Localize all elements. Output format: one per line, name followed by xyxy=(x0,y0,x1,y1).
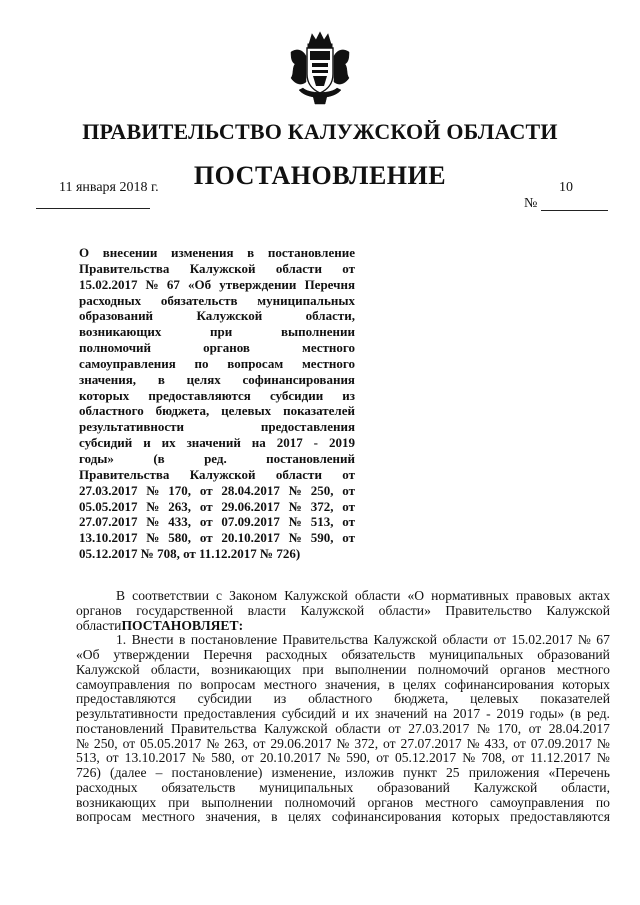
body-word: от xyxy=(528,720,542,736)
subject-word: области, xyxy=(305,308,355,324)
body-word: 263, xyxy=(224,735,248,751)
subject-word: от xyxy=(199,514,213,530)
body-word: приложения xyxy=(468,765,540,780)
body-word: от xyxy=(493,632,506,648)
body-word: (далее xyxy=(110,765,147,780)
subject-word: на xyxy=(251,435,266,451)
subject-line xyxy=(79,530,355,546)
body-word: из xyxy=(273,691,287,707)
subject-word: 2019 xyxy=(328,435,355,451)
subject-word: и xyxy=(143,435,151,451)
body-word: Правительства xyxy=(171,720,257,736)
subject-word: (в xyxy=(153,450,165,466)
subject-word: 28.04.2017 xyxy=(221,482,280,498)
subject-word: 2017 xyxy=(276,435,303,451)
subject-word: органов xyxy=(203,340,250,356)
body-word: 05.05.2017 xyxy=(140,735,202,751)
body-word: постановление) xyxy=(171,765,263,780)
body-word: по xyxy=(595,794,610,810)
body-word: ПОСТАНОВЛЯЕТ: xyxy=(121,617,244,633)
subject-word: ред. xyxy=(204,450,227,466)
body-word: обязательств xyxy=(341,647,416,662)
body-word: целевых xyxy=(470,691,519,707)
body-word: «Перечень xyxy=(548,765,610,780)
emblem-icon xyxy=(287,30,353,106)
body-word: Калужской xyxy=(76,661,140,677)
subject-word: 580, xyxy=(168,530,192,546)
subject-word: Правительства xyxy=(79,260,170,276)
body-word: 2017 xyxy=(452,706,481,721)
body-word: от xyxy=(241,750,254,766)
subject-word: № xyxy=(288,498,302,514)
subject-word: Правительства xyxy=(79,466,170,482)
body-word: № xyxy=(462,750,476,766)
subject-word: от xyxy=(342,530,355,546)
body-word: Перечня xyxy=(203,647,253,662)
subject-word: самоуправления xyxy=(79,355,176,371)
subject-word: Калужской xyxy=(196,308,263,324)
subject-word: 15.02.2017 xyxy=(79,276,138,292)
body-word: области, xyxy=(561,779,610,795)
subject-word: софинансирования xyxy=(242,371,355,387)
subject-word: 07.09.2017 xyxy=(221,514,280,530)
subject-word: 590, xyxy=(310,530,334,546)
body-word: Калужской xyxy=(373,632,438,648)
body-word: постановление xyxy=(190,632,278,648)
subject-word: расходных xyxy=(79,292,142,308)
subject-word: О xyxy=(79,245,90,260)
subject-word: их xyxy=(161,435,176,451)
body-line xyxy=(76,766,610,781)
subject-word: годы» xyxy=(79,450,114,466)
body-word: от xyxy=(252,735,266,751)
body-word: софинансирования xyxy=(331,809,442,825)
body-word: в xyxy=(388,676,395,692)
body-word: субсидий xyxy=(281,706,336,721)
subject-word: выполнении xyxy=(280,324,355,340)
body-word: в xyxy=(178,632,186,648)
body-word: области» xyxy=(378,602,431,618)
subject-word: в xyxy=(247,245,255,260)
subject-word: от xyxy=(342,482,355,498)
subject-word: вопросам xyxy=(227,355,284,371)
body-word: Калужской xyxy=(284,588,348,603)
subject-word: № xyxy=(288,530,302,546)
body-word: Внести xyxy=(131,632,174,648)
body-word: № xyxy=(466,735,480,751)
body-word: от xyxy=(511,750,524,766)
body-word: целях xyxy=(403,676,437,692)
body-word: от xyxy=(376,750,389,766)
body-word: актах xyxy=(578,588,610,603)
document-number: 10 xyxy=(559,180,573,195)
body-word: Калужской xyxy=(264,720,328,736)
body-word: предоставляются xyxy=(510,809,610,825)
subject-word: от xyxy=(199,530,213,546)
body-word: 580, xyxy=(211,750,235,766)
body-word: субсидии xyxy=(197,691,252,707)
body-word: софинансирования xyxy=(444,676,554,692)
body-word: № xyxy=(476,720,490,736)
subject-word: 250, xyxy=(310,482,334,498)
body-line xyxy=(76,722,610,737)
subject-word: 170, xyxy=(168,482,192,498)
body-word: органов xyxy=(367,794,414,810)
body-word: 590, xyxy=(346,750,371,766)
subject-word: из xyxy=(342,387,355,403)
body-word: Законом xyxy=(229,588,278,603)
subject-word: № xyxy=(288,482,302,498)
subject-word: № xyxy=(288,514,302,530)
body-word: бюджета, xyxy=(394,691,449,707)
body-word: № xyxy=(577,632,591,648)
body-word: нормативных xyxy=(431,588,509,603)
body-word: № xyxy=(596,735,610,751)
body-word: с xyxy=(216,588,223,603)
body-word: значения, xyxy=(205,809,261,825)
subject-word: постановление xyxy=(267,245,355,260)
body-word: выполнении xyxy=(201,794,273,810)
body-word: от xyxy=(383,735,396,751)
body-word: - xyxy=(486,706,491,721)
body-word: муниципальных xyxy=(259,779,354,795)
body-word: ред. xyxy=(586,706,610,721)
subject-line xyxy=(79,340,355,356)
subject-line xyxy=(79,261,355,277)
body-word: государственной xyxy=(136,602,234,618)
body-word: 11.12.2017 xyxy=(530,750,591,766)
body-word: области, xyxy=(150,661,200,677)
body-word: 27.07.2017 xyxy=(400,735,462,751)
body-word: местного xyxy=(263,676,317,692)
body-word: полномочий xyxy=(417,661,489,677)
subject-word: 20.10.2017 xyxy=(221,530,280,546)
subject-word: от xyxy=(342,260,355,276)
subject-word: от xyxy=(342,498,355,514)
body-word: изложив xyxy=(345,765,394,780)
body-word: расходных xyxy=(76,779,138,795)
body-line xyxy=(76,796,610,811)
subject-word: 27.07.2017 xyxy=(79,514,138,530)
body-word: области xyxy=(335,720,381,736)
subject-word: «Об xyxy=(188,276,212,292)
subject-word: от xyxy=(199,498,213,514)
subject-word: № xyxy=(146,498,160,514)
body-word: «Об xyxy=(76,647,100,662)
subject-word: муниципальных xyxy=(257,292,355,308)
subject-word: внесении xyxy=(102,245,158,260)
body-word: вопросам xyxy=(200,676,256,692)
subject-word: 513, xyxy=(310,514,334,530)
body-word: органов xyxy=(76,602,122,618)
body-word: образований xyxy=(537,647,610,662)
body-line xyxy=(76,737,610,752)
subject-line xyxy=(79,435,355,451)
subject-line xyxy=(79,308,355,324)
subject-line xyxy=(79,388,355,404)
body-word: показателей xyxy=(540,691,610,707)
body-line xyxy=(76,619,610,634)
government-title: ПРАВИТЕЛЬСТВО КАЛУЖСКОЙ ОБЛАСТИ xyxy=(82,119,558,144)
number-underline xyxy=(541,210,608,211)
subject-word: Калужской xyxy=(189,260,256,276)
subject-word: 433, xyxy=(168,514,192,530)
body-line xyxy=(76,781,610,796)
subject-word: 29.06.2017 xyxy=(221,498,280,514)
body-word: № xyxy=(327,750,341,766)
subject-line xyxy=(79,451,355,467)
subject-line xyxy=(79,324,355,340)
body-word: соответствии xyxy=(132,588,209,603)
body-word: 170, xyxy=(497,720,522,736)
body-word: (в xyxy=(570,706,582,721)
subject-word: № xyxy=(146,482,160,498)
subject-line xyxy=(79,514,355,530)
body-word: Калужской xyxy=(300,602,365,618)
body-word: № xyxy=(192,750,205,766)
body-word: 513, xyxy=(76,750,100,766)
subject-line xyxy=(79,372,355,388)
body-line xyxy=(76,663,610,678)
document-subject xyxy=(79,245,355,562)
body-word: 20.10.2017 xyxy=(259,750,321,766)
body-word: от xyxy=(122,735,136,751)
subject-word: утверждении xyxy=(219,276,297,292)
subject-word: при xyxy=(210,324,233,340)
subject-line xyxy=(79,499,355,515)
subject-line xyxy=(79,467,355,483)
subject-word: - xyxy=(313,435,318,451)
subject-word: области xyxy=(275,260,322,276)
body-word: полномочий xyxy=(284,794,356,810)
body-word: при xyxy=(302,661,324,677)
body-word: 433, xyxy=(484,735,509,751)
body-word: «О xyxy=(407,588,425,603)
body-word: 726) xyxy=(76,765,101,780)
subject-word: области xyxy=(275,466,322,482)
subject-line xyxy=(79,356,355,372)
subject-word: предоставления xyxy=(260,419,355,435)
body-word: 15.02.2017 xyxy=(511,632,573,648)
subject-line xyxy=(79,403,355,419)
subject-word: показателей xyxy=(283,403,355,419)
body-word: значений xyxy=(374,706,428,721)
body-word: № xyxy=(206,735,220,751)
body-word: 1. xyxy=(116,632,127,648)
body-word: Калужской xyxy=(546,602,610,618)
document-body xyxy=(76,589,610,825)
subject-word: изменения xyxy=(171,245,234,260)
body-word: самоуправления xyxy=(490,794,584,810)
subject-word: обязательств xyxy=(160,292,238,308)
body-line xyxy=(76,692,610,707)
body-word: области xyxy=(442,632,488,648)
subject-line xyxy=(79,483,355,499)
body-word: и xyxy=(341,706,350,721)
body-word: органов xyxy=(499,661,546,677)
body-word: № xyxy=(336,735,350,751)
body-word: изменение, xyxy=(271,765,336,780)
body-word: результативности xyxy=(76,706,178,721)
body-word: которых xyxy=(562,676,610,692)
subject-word: 372, xyxy=(310,498,334,514)
body-line xyxy=(76,604,610,619)
subject-word: значения, xyxy=(79,371,137,387)
body-word: местного xyxy=(556,661,610,677)
body-word: от xyxy=(388,720,401,736)
subject-word: № xyxy=(146,514,160,530)
body-word: в xyxy=(271,809,278,825)
date-underline xyxy=(36,208,150,209)
subject-line xyxy=(79,245,355,261)
subject-word: местного xyxy=(301,340,355,356)
body-word: – xyxy=(155,765,163,780)
subject-word: по xyxy=(194,355,209,371)
subject-word: № xyxy=(145,276,159,292)
body-word: от xyxy=(513,735,526,751)
body-word: 67 xyxy=(596,632,610,648)
body-word: годы» xyxy=(529,706,565,721)
body-word: утверждении xyxy=(113,647,190,662)
body-word: власти xyxy=(247,602,286,618)
subject-word: субсидии xyxy=(269,387,324,403)
body-word: самоуправления xyxy=(76,676,170,692)
subject-line xyxy=(79,293,355,309)
subject-word: от xyxy=(342,466,355,482)
body-word: № xyxy=(76,735,89,751)
body-word: 27.03.2017 xyxy=(408,720,470,736)
subject-word: 67 xyxy=(166,276,180,292)
body-word: предоставляются xyxy=(76,691,176,707)
subject-word: местного xyxy=(301,355,355,371)
body-word: обязательств xyxy=(161,779,236,795)
body-word: областного xyxy=(308,691,373,707)
subject-word: которых xyxy=(79,387,130,403)
body-word: вопросам xyxy=(76,809,132,825)
body-word: значения, xyxy=(325,676,381,692)
body-line xyxy=(76,633,610,648)
body-line xyxy=(76,751,610,766)
body-word: Правительства xyxy=(282,632,369,648)
body-line xyxy=(76,589,610,604)
subject-word: образований xyxy=(79,308,154,324)
subject-word: 05.12.2017 № 708, от 11.12.2017 № 726) xyxy=(79,546,301,562)
body-line xyxy=(76,648,610,663)
body-word: от xyxy=(105,750,119,766)
subject-line xyxy=(79,419,355,435)
subject-word: бюджета, xyxy=(155,403,210,419)
body-word: местного xyxy=(141,809,195,825)
body-word: пункт xyxy=(403,765,437,780)
body-word: постановлений xyxy=(76,720,164,736)
subject-word: предоставляются xyxy=(148,387,251,403)
subject-word: результативности xyxy=(79,419,185,435)
body-word: муниципальных xyxy=(429,647,524,662)
subject-word: целевых xyxy=(221,403,272,419)
body-word: возникающих xyxy=(76,794,157,810)
body-word: при xyxy=(168,794,190,810)
body-word: правовых xyxy=(515,588,572,603)
subject-word: значений xyxy=(186,435,241,451)
document-type-title: ПОСТАНОВЛЕНИЕ xyxy=(193,161,447,190)
body-word: возникающих xyxy=(210,661,292,677)
body-line xyxy=(76,707,610,722)
body-word: целях xyxy=(288,809,322,825)
body-word: Правительство xyxy=(445,602,532,618)
body-word: 07.09.2017 xyxy=(530,735,592,751)
body-word: по xyxy=(178,676,193,692)
body-word: 13.10.2017 xyxy=(124,750,186,766)
body-word: которых xyxy=(451,809,500,825)
body-word: Калужской xyxy=(473,779,538,795)
body-word: выполнении xyxy=(335,661,407,677)
coat-of-arms-emblem xyxy=(287,30,353,106)
body-word: их xyxy=(354,706,370,721)
body-line xyxy=(76,678,610,693)
body-word: на xyxy=(433,706,448,721)
subject-word: субсидий xyxy=(79,435,133,451)
subject-word: областного xyxy=(79,403,144,419)
subject-word: 263, xyxy=(168,498,192,514)
body-word: расходных xyxy=(265,647,328,662)
document-number-label: № xyxy=(524,196,538,211)
body-word: области xyxy=(76,617,122,633)
document-date: 11 января 2018 г. xyxy=(59,180,159,195)
body-word: 05.12.2017 xyxy=(394,750,457,766)
body-word: образований xyxy=(377,779,450,795)
body-word: предоставления xyxy=(183,706,276,721)
body-word: 250, xyxy=(93,735,118,751)
subject-word: целях xyxy=(186,371,221,387)
body-word: 28.04.2017 xyxy=(548,720,610,736)
subject-word: от xyxy=(199,482,213,498)
subject-line xyxy=(79,546,355,562)
subject-word: полномочий xyxy=(79,340,152,356)
subject-word: 27.03.2017 xyxy=(79,482,138,498)
subject-word: № xyxy=(146,530,160,546)
subject-word: 05.05.2017 xyxy=(79,498,138,514)
body-word: области xyxy=(354,588,401,603)
body-word: № xyxy=(596,750,610,766)
body-word: 708, xyxy=(481,750,506,766)
subject-word: в xyxy=(157,371,165,387)
subject-word: постановлений xyxy=(266,450,355,466)
subject-word: возникающих xyxy=(79,324,162,340)
body-word: В xyxy=(116,588,126,603)
subject-word: Калужской xyxy=(189,466,256,482)
body-line xyxy=(76,810,610,825)
subject-word: 13.10.2017 xyxy=(79,530,138,546)
subject-word: Перечня xyxy=(304,276,355,292)
body-word: 372, xyxy=(354,735,379,751)
subject-line xyxy=(79,277,355,293)
body-word: 2019 xyxy=(496,706,524,721)
body-word: 29.06.2017 xyxy=(270,735,332,751)
body-word: местного xyxy=(425,794,479,810)
body-word: 25 xyxy=(445,765,460,780)
subject-word: от xyxy=(342,514,355,530)
